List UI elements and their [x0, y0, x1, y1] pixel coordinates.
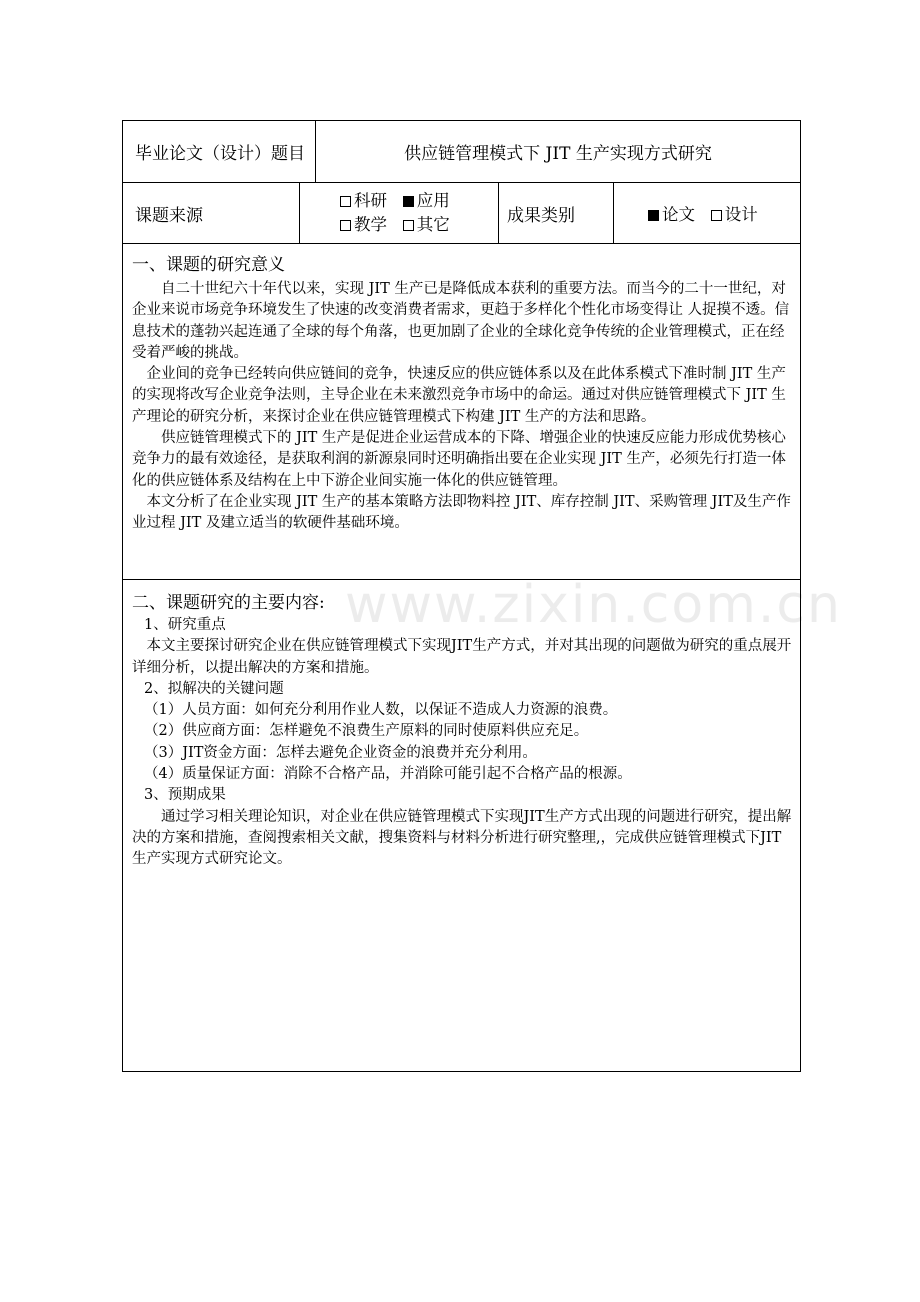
checkbox-application[interactable] [403, 196, 414, 207]
source-options [299, 183, 498, 243]
proposal-form-table [122, 120, 801, 1072]
title-row [123, 121, 800, 183]
item2-title: 2、拟解决的关键问题 [144, 680, 284, 697]
title-label: 毕业论文（设计）题目 [135, 144, 305, 164]
item3-title: 3、预期成果 [144, 787, 226, 804]
option-design[interactable]: 设计 [711, 201, 758, 225]
section-research-significance [123, 244, 800, 580]
checkbox-other[interactable] [403, 220, 414, 231]
watermark: www.zixin.com.cn [345, 575, 842, 635]
section-main-content [123, 580, 800, 1071]
checkbox-research[interactable] [340, 196, 351, 207]
option-teaching[interactable]: 教学 [340, 213, 387, 237]
checkbox-design[interactable] [711, 210, 722, 221]
item2-point: （4）质量保证方面：消除不合格产品，并消除可能引起不合格产品的根源。 [144, 766, 632, 783]
item3-text: 通过学习相关理论知识，对企业在供应链管理模式下实现JIT生产方式出现的问题进行研究，提出解决的方案和措施，查阅搜索相关文献，搜集资料与材料分析进行研究整理,，完成供应链管理模式下JIT生产实现方式研究论文。 [132, 808, 792, 868]
source-label: 课题来源 [135, 205, 203, 226]
checkbox-thesis[interactable] [648, 210, 659, 221]
title-value: 供应链管理模式下 JIT 生产实现方式研究 [315, 121, 800, 182]
option-thesis[interactable]: 论文 [648, 201, 695, 225]
result-label: 成果类别 [498, 183, 613, 243]
item2-point: （3）JIT资金方面：怎样去避免企业资金的浪费并充分利用。 [144, 744, 537, 761]
section1-heading: 一、课题的研究意义 [132, 255, 285, 275]
option-research[interactable]: 科研 [340, 189, 387, 213]
section1-paragraph: 企业间的竞争已经转向供应链间的竞争，快速反应的供应链体系以及在此体系模式下准时制 JIT 生产的实现将改写企业竞争法则，主导企业在未来激烈竞争市场中的命运。通过对供应链管理模式下 JIT 生产理论的研究分析，来探讨企业在供应链管理模式下构建 JIT 生产的方法和思路。 [132, 366, 786, 425]
section1-paragraph: 供应链管理模式下的 JIT 生产是促进企业运营成本的下降、增强企业的快速反应能力形成优势核心竞争力的最有效途径，是获取利润的新源泉同时还明确指出要在企业实现 JIT 生产，必须先行打造一体化的供应链体系及结构在上中下游企业间实施一体化的供应链管理。 [132, 430, 786, 489]
checkbox-teaching[interactable] [340, 220, 351, 231]
section1-paragraph: 自二十世纪六十年代以来，实现 JIT 生产已是降低成本获利的重要方法。而当今的二十一世纪，对企业来说市场竞争环境发生了快速的改变消费者需求，更趋于多样化个性化市场变得让 人捉摸不透。信息技术的蓬勃兴起连通了全球的每个角落，也更加剧了企业的全球化竞争传统的企业管理模式，正在经受着严峻的挑战。 [132, 281, 790, 361]
option-application[interactable]: 应用 [403, 189, 450, 213]
result-options [613, 183, 800, 243]
source-row [123, 183, 800, 244]
section1-paragraph: 本文分析了在企业实现 JIT 生产的基本策略方法即物料控 JIT、库存控制 JIT、采购管理 JIT及生产作业过程 JIT 及建立适当的软硬件基础环境。 [132, 493, 791, 532]
item1-text: 本文主要探讨研究企业在供应链管理模式下实现JIT生产方式，并对其出现的问题做为研究的重点展开详细分析，以提出解决的方案和措施。 [132, 638, 792, 676]
item2-point: （1）人员方面：如何充分利用作业人数，以保证不造成人力资源的浪费。 [144, 702, 618, 719]
item2-point: （2）供应商方面：怎样避免不浪费生产原料的同时使原料供应充足。 [144, 723, 589, 740]
item1-title: 1、研究重点 [144, 617, 226, 633]
option-other[interactable]: 其它 [403, 213, 450, 237]
section2-heading: 二、课题研究的主要内容: [132, 593, 325, 613]
